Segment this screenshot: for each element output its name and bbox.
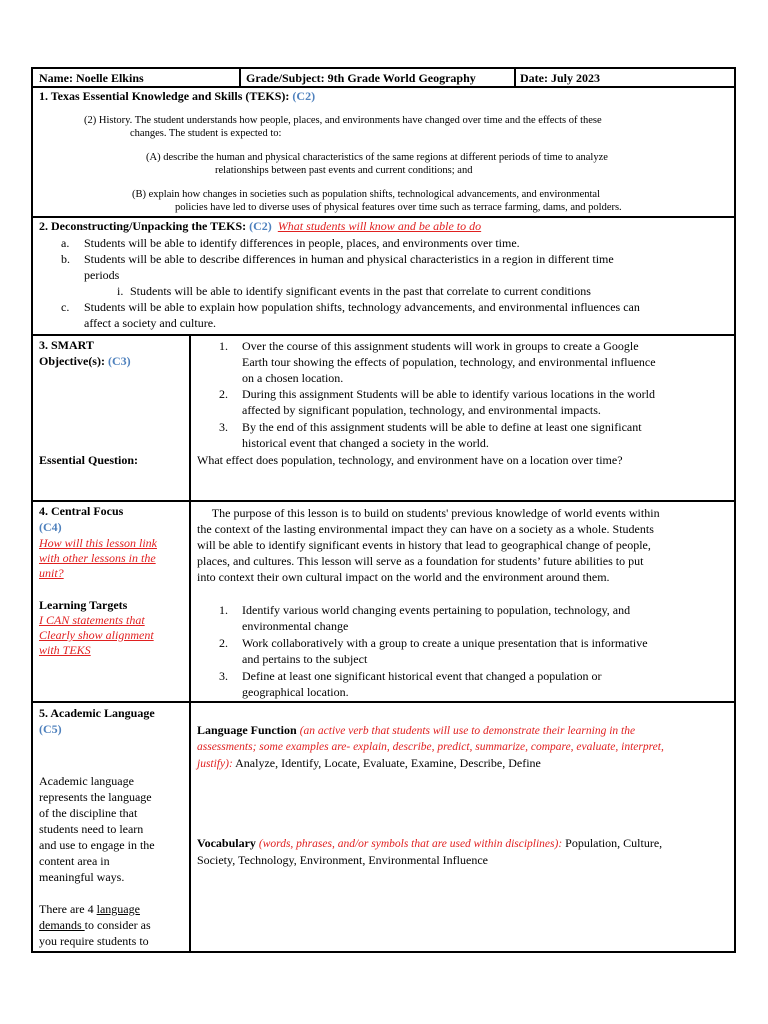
academic-language-desc: Academic language represents the language of the discipline that students need to learn and use to engage in the content area in meaningful ways. [39,774,155,884]
smart-objective-3: By the end of this assignment students will be able to define at least one significant [242,420,642,434]
central-focus-text: the context of the lasting environmental impact they can have on a society as a whole. Students [197,522,654,536]
learning-target-2: Work collaboratively with a group to create a unique presentation that is informative [242,636,648,650]
central-focus-text: into context their own cultural impact on the world and the environment around them. [197,570,610,584]
teks-b: (B) explain how changes in societies such as population shifts, technological advancements, and environmental policies have led to diverse uses of physical features over time such as terrace farming, dams, and polders. [132,189,622,213]
item-marker: 3. [219,669,228,683]
deconstruct-b: Students will be able to describe differences in human and physical characteristics in a region in different time [84,252,614,266]
language-demands-text: There are 4 language demands to consider as you require students to [39,902,151,948]
central-focus-text: will be able to identify significant events in history that lead to geographical change of people, [197,538,651,552]
smart-section [33,336,734,502]
item-marker: 3. [219,420,228,434]
smart-objective-1-cont: Earth tour showing the effects of population, technology, and environmental influence [242,355,656,369]
learning-target-3: Define at least one significant historical event that changed a population or [242,669,602,683]
lesson-plan-table [31,67,736,953]
essential-question: What effect does population, technology, and environment have on a location over time? [197,453,623,467]
deconstruct-a: Students will be able to identify differences in people, places, and environments over time. [84,236,520,250]
learning-target-2-cont: and pertains to the subject [242,652,368,666]
language-function: Language Function (an active verb that students will use to demonstrate their learning in the assessments; some examples are- explain, describe, predict, summarize, compare, evaluate, interpret, justify): Analyze, Identify, Locate, Evaluate, Examine, Describe, Define [197,723,664,770]
academic-language-title: 5. Academic Language [39,706,155,720]
deconstruct-c-cont: affect a society and culture. [84,316,217,330]
item-marker: b. [61,252,70,266]
essential-question-label: Essential Question: [39,453,139,467]
deconstruct-b-cont: periods [84,268,120,282]
smart-objective-1-cont: on a chosen location. [242,371,344,385]
deconstruct-note: What students will know and be able to do [277,219,482,233]
central-focus-note: How will this lesson link with other lessons in the unit? [39,536,158,580]
deconstruct-code: (C2) [249,219,272,233]
central-focus-title: 4. Central Focus [39,504,124,518]
deconstruct-c: Students will be able to explain how population shifts, technology advancements, and environmental influences can [84,300,640,314]
header-row [33,69,734,88]
smart-objectives-label: Objective(s): [39,354,105,368]
central-focus-code: (C4) [39,520,62,534]
deconstructing-section [33,218,734,336]
learning-targets-note: I CAN statements that Clearly show alignment with TEKS [39,613,154,657]
name-field: Name: Noelle Elkins [39,71,144,85]
academic-language-section [33,703,734,953]
learning-targets-label: Learning Targets [39,598,128,612]
smart-objective-2: During this assignment Students will be able to identify various locations in the world [242,387,655,401]
item-marker: c. [61,300,70,314]
smart-title: 3. SMART [39,338,94,352]
smart-code: (C3) [107,354,131,368]
teks-section [33,88,734,218]
item-marker: 1. [219,603,228,617]
smart-objective-2-cont: affected by significant population, technology, and environmental impacts. [242,403,601,417]
learning-target-3-cont: geographical location. [242,685,349,699]
teks-history: (2) History. The student understands how people, places, and environments have changed over time and the effects of these changes. The student is expected to: [84,115,602,139]
central-focus-section [33,502,734,703]
learning-target-1-cont: environmental change [242,619,349,633]
deconstruct-i: Students will be able to identify significant events in the past that correlate to current conditions [130,284,591,298]
teks-a: (A) describe the human and physical characteristics of the same regions at different periods of time to analyze relationships between past events and current conditions; and [146,152,608,176]
smart-objective-1: Over the course of this assignment students will work in groups to create a Google [242,339,639,353]
academic-language-code: (C5) [39,722,62,736]
item-marker: 2. [219,387,228,401]
deconstruct-title: 2. Deconstructing/Unpacking the TEKS: [39,219,247,233]
teks-code: (C2) [292,89,316,103]
item-marker: 1. [219,339,228,353]
item-marker: i. [117,284,124,298]
item-marker: a. [61,236,70,250]
grade-field: Grade/Subject: 9th Grade World Geography [246,71,476,85]
central-focus-text: places, and cultures. This lesson will serve as a foundation for students’ future abilities to put [197,554,644,568]
learning-target-1: Identify various world changing events pertaining to population, technology, and [242,603,631,617]
central-focus-text: The purpose of this lesson is to build on students' previous knowledge of world events within [197,506,660,520]
teks-title: 1. Texas Essential Knowledge and Skills (TEKS): [39,89,290,103]
vocabulary: Vocabulary (words, phrases, and/or symbols that are used within disciplines): Population, Culture, Society, Technology, Environment, Environmental Influence [197,836,663,867]
item-marker: 2. [219,636,228,650]
date-field: Date: July 2023 [520,71,600,85]
smart-objective-3-cont: historical event that changed a society in the world. [242,436,489,450]
